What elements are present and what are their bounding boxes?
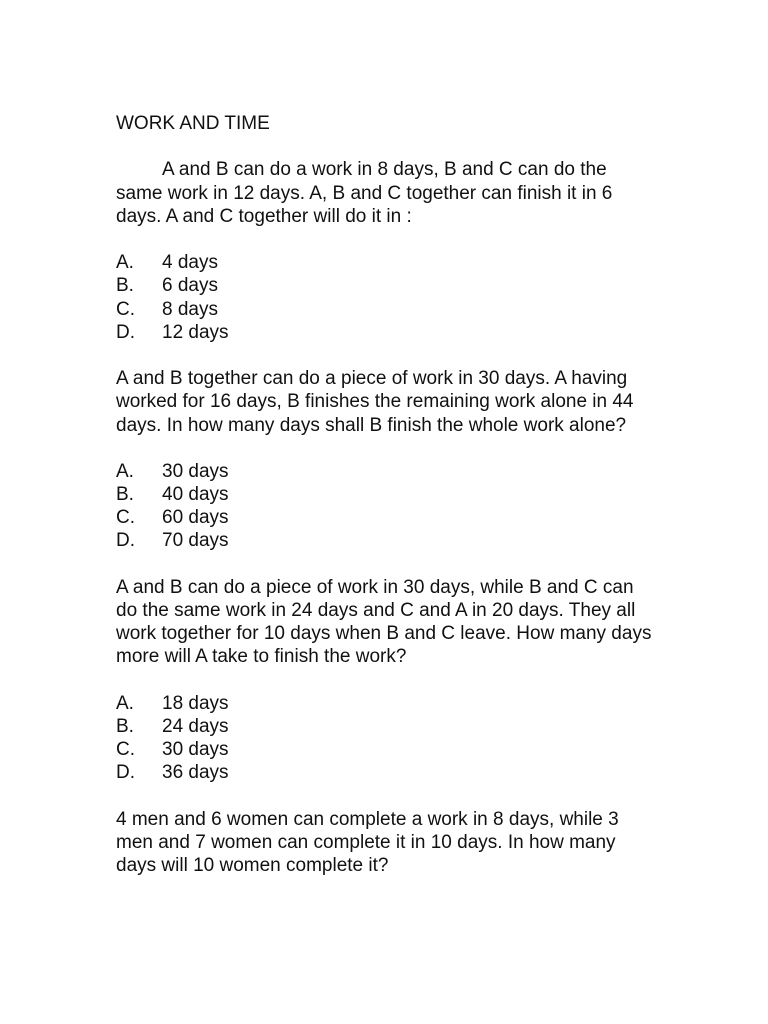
option-text: 30 days [162, 460, 229, 482]
option-letter: C. [116, 507, 135, 529]
document-title: WORK AND TIME [116, 113, 270, 134]
document-page [116, 112, 656, 901]
option-text: 12 days [162, 321, 229, 343]
option-letter: D. [116, 762, 135, 784]
question-2-text: A and B together can do a piece of work in 30 days. A having worked for 16 days, B finishes the remaining work alone in 44 days. In how many days shall B finish the whole work alone? [116, 368, 634, 436]
option-text: 24 days [162, 716, 229, 738]
option-letter: A. [116, 460, 134, 482]
option-letter: A. [116, 252, 134, 274]
question-1-option-d [116, 321, 656, 344]
question-1-options [116, 251, 656, 344]
question-3-text: A and B can do a piece of work in 30 days, while B and C can do the same work in 24 days and C and A in 20 days. They all work together for 10 days when B and C leave. How many days more will A take to finish the work? [116, 576, 652, 668]
option-text: 40 days [162, 484, 229, 506]
question-3-option-b [116, 715, 656, 738]
option-letter: B. [116, 484, 134, 506]
question-3-options [116, 692, 656, 785]
option-text: 8 days [162, 298, 218, 320]
question-2-option-b [116, 483, 656, 506]
option-letter: B. [116, 716, 134, 738]
option-letter: A. [116, 692, 134, 714]
question-3-option-a [116, 692, 656, 715]
option-letter: D. [116, 321, 135, 343]
option-text: 36 days [162, 762, 229, 784]
question-4-text: 4 men and 6 women can complete a work in 8 days, while 3 men and 7 women can complete it in 10 days. In how many days will 10 women complete it? [116, 808, 619, 877]
question-2-option-d [116, 529, 656, 552]
option-letter: D. [116, 530, 135, 552]
question-3-option-d [116, 761, 656, 784]
question-1-option-b [116, 274, 656, 297]
option-text: 60 days [162, 507, 229, 529]
question-4 [116, 808, 656, 878]
option-text: 30 days [162, 739, 229, 761]
question-3-option-c [116, 738, 656, 761]
option-letter: C. [116, 739, 135, 761]
question-1-option-a [116, 251, 656, 274]
question-2-option-a [116, 460, 656, 483]
question-1-text: A and B can do a work in 8 days, B and C can do the same work in 12 days. A, B and C together can finish it in 6 days. A and C together will do it in : [116, 159, 613, 227]
option-text: 70 days [162, 530, 229, 552]
question-3 [116, 576, 656, 785]
question-2-option-c [116, 506, 656, 529]
option-text: 18 days [162, 692, 229, 714]
option-text: 4 days [162, 252, 218, 274]
option-letter: C. [116, 298, 135, 320]
question-1-option-c [116, 298, 656, 321]
question-2 [116, 367, 656, 553]
question-1 [116, 158, 656, 344]
option-letter: B. [116, 275, 134, 297]
option-text: 6 days [162, 275, 218, 297]
question-2-options [116, 460, 656, 553]
